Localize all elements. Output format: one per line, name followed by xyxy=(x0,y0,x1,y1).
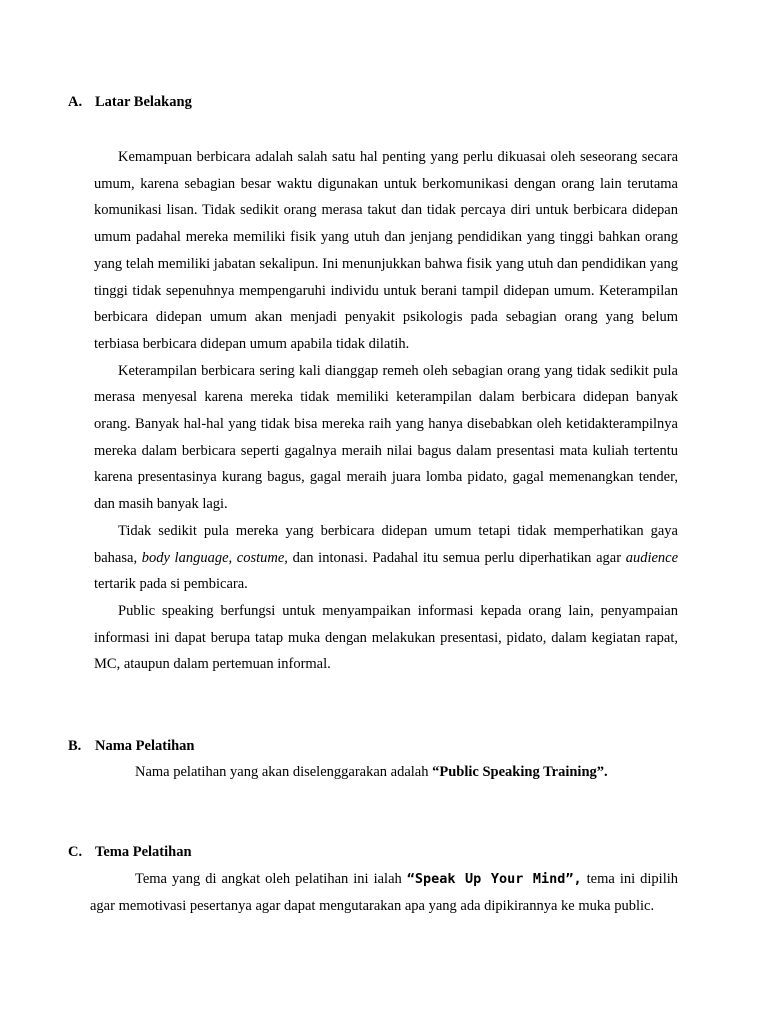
section-b-text-start: Nama pelatihan yang akan diselenggarakan adalah xyxy=(135,764,429,780)
section-a-paragraph-2: Keterampilan berbicara sering kali dianggap remeh oleh sebagian orang yang tidak sedikit pula merasa menyesal karena mereka tidak memiliki keterampilan dalam berbicara didepan banyak orang. Banyak hal-hal yang tidak bisa mereka raih yang hanya disebabkan oleh ketidakterampilnya mereka dalam berbicara seperti gagalnya meraih nilai bagus dalam presentasi mata kuliah tertentu karena presentasinya kurang bagus, gagal meraih juara lomba pidato, gagal memenangkan tender, dan masih banyak lagi. xyxy=(94,362,678,513)
section-c-heading xyxy=(68,842,192,862)
section-c-line-1 xyxy=(135,869,678,889)
section-c-text-end: tema ini dipilih xyxy=(586,871,679,887)
section-a-body xyxy=(94,144,678,678)
section-b-letter: B. xyxy=(68,738,82,754)
p3-text-start: Tidak sedikit pula mereka yang berbicara didepan umum tetapi tidak memperhatikan gaya bahasa, xyxy=(94,522,678,566)
section-b-text xyxy=(135,762,608,782)
section-c-text-start: Tema yang di angkat oleh pelatihan ini ialah xyxy=(135,871,402,887)
p3-text-end: tertarik pada si pembicara. xyxy=(94,576,248,593)
section-c-title: Tema Pelatihan xyxy=(95,844,192,860)
section-a-letter: A. xyxy=(68,94,83,110)
training-theme: “Speak Up Your Mind”, xyxy=(406,871,582,887)
section-a-paragraph-3 xyxy=(94,518,678,598)
section-a-title: Latar Belakang xyxy=(95,94,192,110)
section-b-heading xyxy=(68,736,194,756)
section-c-line-2: agar memotivasi pesertanya agar dapat mengutarakan apa yang ada dipikirannya ke muka public. xyxy=(90,898,655,914)
section-a-paragraph-1: Kemampuan berbicara adalah salah satu hal penting yang perlu dikuasai oleh seseorang secara umum, karena sebagian besar waktu digunakan untuk berkomunikasi dengan orang lain terutama komunikasi lisan. Tidak sedikit orang merasa takut dan tidak percaya diri untuk berbicara didepan umum padahal mereka memiliki fisik yang utuh dan jenjang pendidikan yang tinggi bahkan orang yang telah memiliki jabatan sekalipun. Ini menunjukkan bahwa fisik yang utuh dan pendidikan yang tinggi tidak sepenuhnya mempengaruhi individu untuk berani tampil didepan umum. Keterampilan berbicara didepan umum akan menjadi penyakit psikologis pada sebagian orang yang belum terbiasa berbicara didepan umum apabila tidak dilatih. xyxy=(94,149,678,352)
training-name: “Public Speaking Training”. xyxy=(432,764,608,780)
section-a-paragraph-4: Public speaking berfungsi untuk menyampaikan informasi kepada orang lain, penyampaian informasi ini dapat berupa tatap muka dengan melakukan presentasi, pidato, dalam kegiatan rapat, MC, ataupun dalam pertemuan informal. xyxy=(94,602,678,673)
section-c-letter: C. xyxy=(68,844,83,860)
p3-italic-audience: audience xyxy=(625,549,679,566)
p3-italic-body-language: body language, costume, xyxy=(141,549,288,566)
p3-text-mid: dan intonasi. Padahal itu semua perlu diperhatikan agar xyxy=(292,549,622,566)
section-b-title: Nama Pelatihan xyxy=(95,738,195,754)
section-a-heading xyxy=(68,92,192,112)
